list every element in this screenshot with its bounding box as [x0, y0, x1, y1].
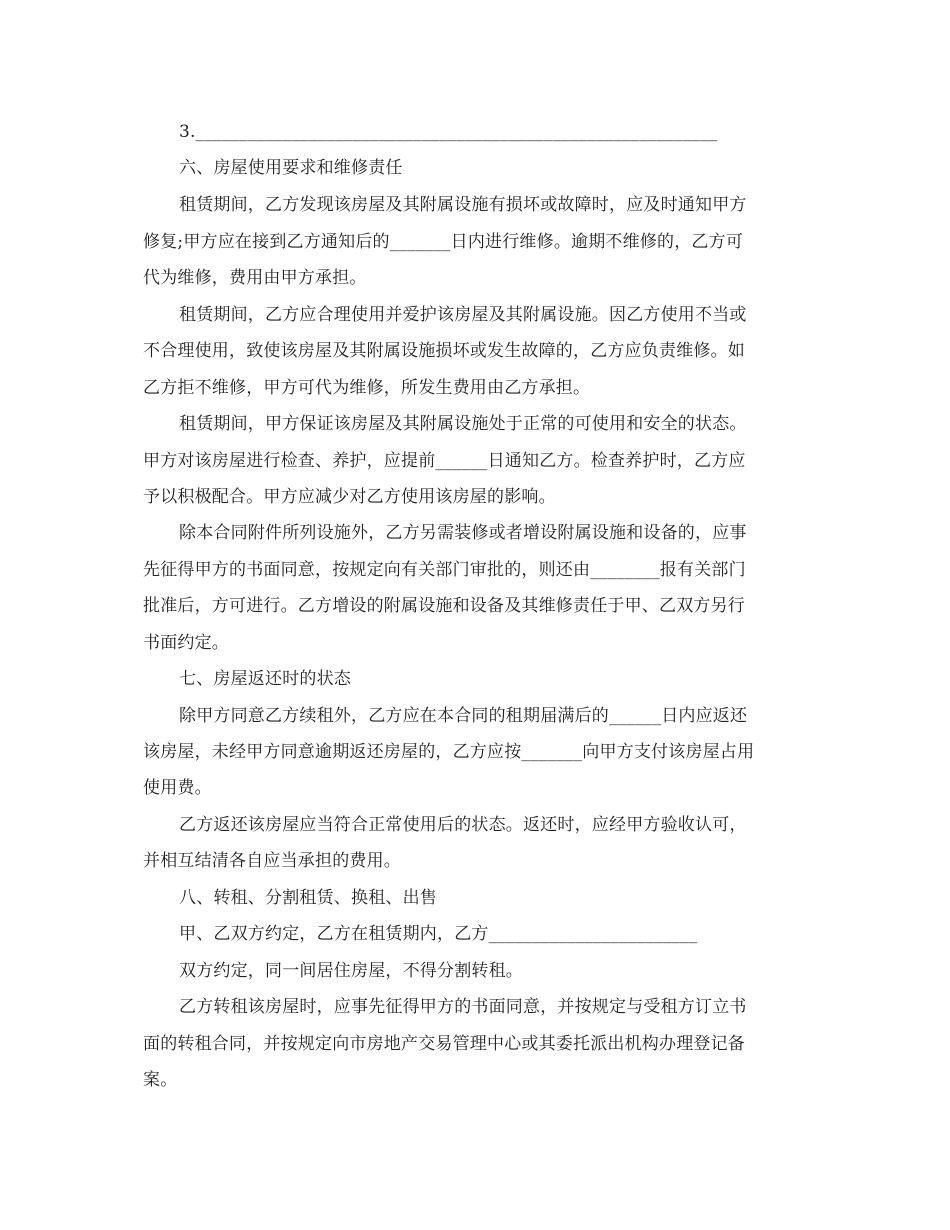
paragraph-line: 并相互结清各自应当承担的费用。 [143, 851, 401, 871]
paragraph-line: 该房屋，未经甲方同意逾期返还房屋的，乙方应按_______向甲方支付该房屋占用 [143, 742, 755, 762]
blank-item-3: 3.____________________________________________________________ [179, 122, 718, 142]
paragraph-line: 乙方转租该房屋时，应事先征得甲方的书面同意，并按规定与受租方订立书 [179, 997, 747, 1017]
paragraph-line: 甲方对该房屋进行检查、养护，应提前______日通知乙方。检查养护时，乙方应 [143, 451, 746, 471]
paragraph-line: 代为维修，费用由甲方承担。 [143, 268, 367, 288]
paragraph-line: 租赁期间，甲方保证该房屋及其附属设施处于正常的可使用和安全的状态。 [179, 414, 747, 434]
paragraph-line: 面的转租合同，并按规定向市房地产交易管理中心或其委托派出机构办理登记备 [143, 1034, 745, 1054]
section-heading-7: 七、房屋返还时的状态 [179, 669, 351, 689]
paragraph-line: 予以积极配合。甲方应减少对乙方使用该房屋的影响。 [143, 487, 556, 507]
paragraph-line: 租赁期间，乙方发现该房屋及其附属设施有损坏或故障时，应及时通知甲方 [179, 195, 747, 215]
paragraph-line: 乙方返还该房屋应当符合正常使用后的状态。返还时，应经甲方验收认可， [179, 815, 747, 835]
paragraph-line: 甲、乙双方约定，乙方在租赁期内，乙方________________________ [179, 924, 698, 944]
paragraph-line: 使用费。 [143, 778, 212, 798]
section-heading-8: 八、转租、分割租赁、换租、出售 [179, 888, 437, 908]
section-heading-6: 六、房屋使用要求和维修责任 [179, 158, 403, 178]
paragraph-line: 先征得甲方的书面同意，按规定向有关部门审批的，则还由________报有关部门 [143, 560, 746, 580]
paragraph-line: 租赁期间，乙方应合理使用并爱护该房屋及其附属设施。因乙方使用不当或 [179, 305, 747, 325]
paragraph-line: 案。 [143, 1070, 178, 1090]
paragraph-line: 乙方拒不维修，甲方可代为维修，所发生费用由乙方承担。 [143, 378, 591, 398]
paragraph-line: 批准后，方可进行。乙方增设的附属设施和设备及其维修责任于甲、乙双方另行 [143, 596, 745, 616]
paragraph-line: 书面约定。 [143, 633, 229, 653]
paragraph-line: 除甲方同意乙方续租外，乙方应在本合同的租期届满后的______日内应返还 [179, 706, 748, 726]
paragraph-line: 不合理使用，致使该房屋及其附属设施损坏或发生故障的，乙方应负责维修。如 [143, 341, 745, 361]
paragraph-line: 修复;甲方应在接到乙方通知后的_______日内进行维修。逾期不维修的，乙方可 [143, 232, 744, 252]
paragraph-line: 除本合同附件所列设施外，乙方另需装修或者增设附属设施和设备的，应事 [179, 523, 747, 543]
paragraph-line: 双方约定，同一间居住房屋，不得分割转租。 [179, 961, 523, 981]
